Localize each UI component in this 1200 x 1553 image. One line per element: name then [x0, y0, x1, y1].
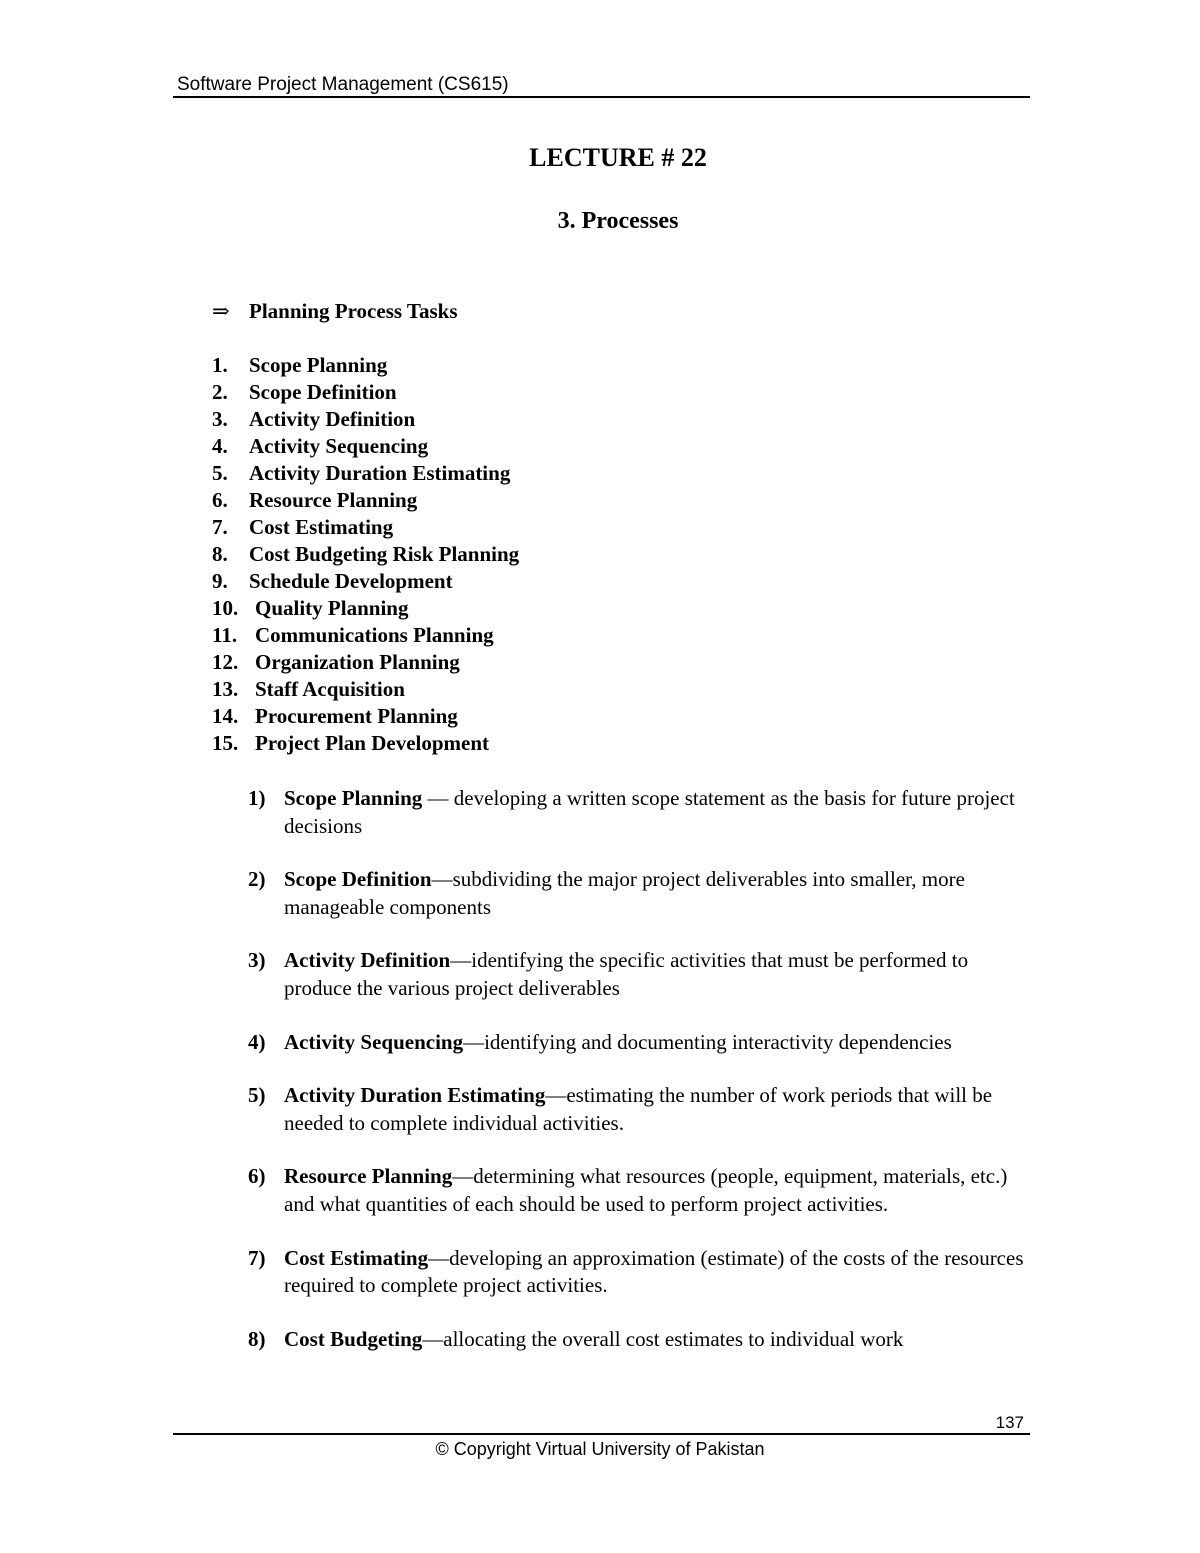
definition-item — [248, 1245, 1038, 1300]
task-label: Cost Budgeting Risk Planning — [249, 542, 520, 566]
definition-number: 1) — [248, 786, 266, 810]
task-item — [212, 514, 519, 541]
definition-number: 4) — [248, 1029, 266, 1054]
task-number: 5. — [212, 461, 228, 485]
definition-number: 7) — [248, 1245, 266, 1270]
footer-rule — [173, 1433, 1030, 1435]
planning-tasks-list — [212, 352, 519, 757]
task-item — [212, 595, 519, 622]
task-label: Scope Definition — [249, 380, 397, 404]
task-number: 3. — [212, 407, 228, 431]
definition-text: —subdividing the major project deliverables into smaller, more manageable components — [284, 867, 965, 919]
task-item — [212, 622, 519, 649]
definition-number: 3) — [248, 948, 266, 973]
definition-item — [248, 785, 1038, 840]
task-label: Activity Sequencing — [249, 434, 429, 458]
task-item — [212, 649, 519, 676]
task-number: 8. — [212, 542, 228, 566]
header-course-title: Software Project Management (CS615) — [177, 74, 509, 95]
task-item — [212, 541, 519, 568]
definition-item — [248, 1163, 1038, 1218]
definition-text: —identifying and documenting interactivity dependencies — [463, 1029, 952, 1054]
section-title: 3. Processes — [557, 208, 679, 234]
definition-term: Scope Planning — [284, 786, 423, 810]
definition-item — [248, 1082, 1038, 1137]
task-label: Scope Planning — [249, 353, 388, 377]
task-item — [212, 676, 519, 703]
task-item — [212, 568, 519, 595]
task-item — [212, 460, 519, 487]
definition-number: 8) — [248, 1326, 266, 1351]
task-label: Organization Planning — [255, 650, 460, 674]
task-number: 11. — [212, 623, 238, 647]
task-number: 15. — [212, 731, 239, 755]
task-item — [212, 379, 519, 406]
task-label: Schedule Development — [249, 569, 453, 593]
task-definitions-list — [248, 785, 1038, 1353]
task-number: 9. — [212, 569, 228, 593]
task-label: Resource Planning — [249, 488, 418, 512]
task-label: Project Plan Development — [255, 731, 490, 755]
definition-text: —identifying the specific activities that must be performed to produce the various project deliverables — [284, 948, 969, 1000]
task-label: Communications Planning — [255, 623, 494, 647]
task-label: Activity Definition — [249, 407, 416, 431]
task-item — [212, 406, 519, 433]
definition-term: Cost Estimating — [284, 1245, 429, 1270]
page-number: 137 — [995, 1413, 1024, 1432]
implies-arrow-icon: ⇒ — [212, 299, 230, 323]
definition-text: — developing a written scope statement as the basis for future project decisions — [284, 786, 1015, 838]
definition-term: Activity Definition — [284, 948, 451, 973]
task-label: Staff Acquisition — [255, 677, 405, 701]
task-number: 1. — [212, 353, 228, 377]
task-item — [212, 487, 519, 514]
task-number: 7. — [212, 515, 228, 539]
definition-item — [248, 1029, 1038, 1057]
definition-text: —estimating the number of work periods that will be needed to complete individual activities. — [284, 1083, 993, 1135]
planning-tasks-heading-label: Planning Process Tasks — [249, 299, 458, 323]
definition-term: Activity Duration Estimating — [284, 1083, 546, 1108]
definition-number: 6) — [248, 1164, 266, 1189]
task-item — [212, 703, 519, 730]
definition-term: Cost Budgeting — [284, 1326, 423, 1351]
definition-item — [248, 1326, 1038, 1354]
task-number: 14. — [212, 704, 239, 728]
planning-tasks-heading — [212, 297, 458, 325]
task-label: Activity Duration Estimating — [249, 461, 511, 485]
task-number: 12. — [212, 650, 239, 674]
task-number: 4. — [212, 434, 228, 458]
definition-text: —allocating the overall cost estimates to individual work — [422, 1326, 904, 1351]
task-item — [212, 730, 519, 757]
copyright-notice: © Copyright Virtual University of Pakistan — [435, 1439, 765, 1459]
task-number: 10. — [212, 596, 239, 620]
definition-number: 5) — [248, 1083, 266, 1108]
definition-number: 2) — [248, 867, 266, 892]
task-number: 6. — [212, 488, 228, 512]
task-label: Procurement Planning — [255, 704, 458, 728]
task-number: 13. — [212, 677, 239, 701]
definition-item — [248, 947, 1038, 1002]
task-item — [212, 352, 519, 379]
definition-item — [248, 866, 1038, 921]
lecture-title: LECTURE # 22 — [529, 143, 707, 172]
header-rule — [173, 96, 1030, 98]
definition-text: —determining what resources (people, equipment, materials, etc.) and what quantities of each should be used to perform project activities. — [284, 1164, 1008, 1216]
definition-term: Activity Sequencing — [284, 1029, 464, 1054]
task-label: Quality Planning — [255, 596, 409, 620]
definition-term: Resource Planning — [284, 1164, 453, 1189]
definition-text: —developing an approximation (estimate) of the costs of the resources required to complete project activities. — [284, 1245, 1024, 1298]
task-item — [212, 433, 519, 460]
task-label: Cost Estimating — [249, 515, 394, 539]
task-number: 2. — [212, 380, 228, 404]
definition-term: Scope Definition — [284, 867, 432, 892]
